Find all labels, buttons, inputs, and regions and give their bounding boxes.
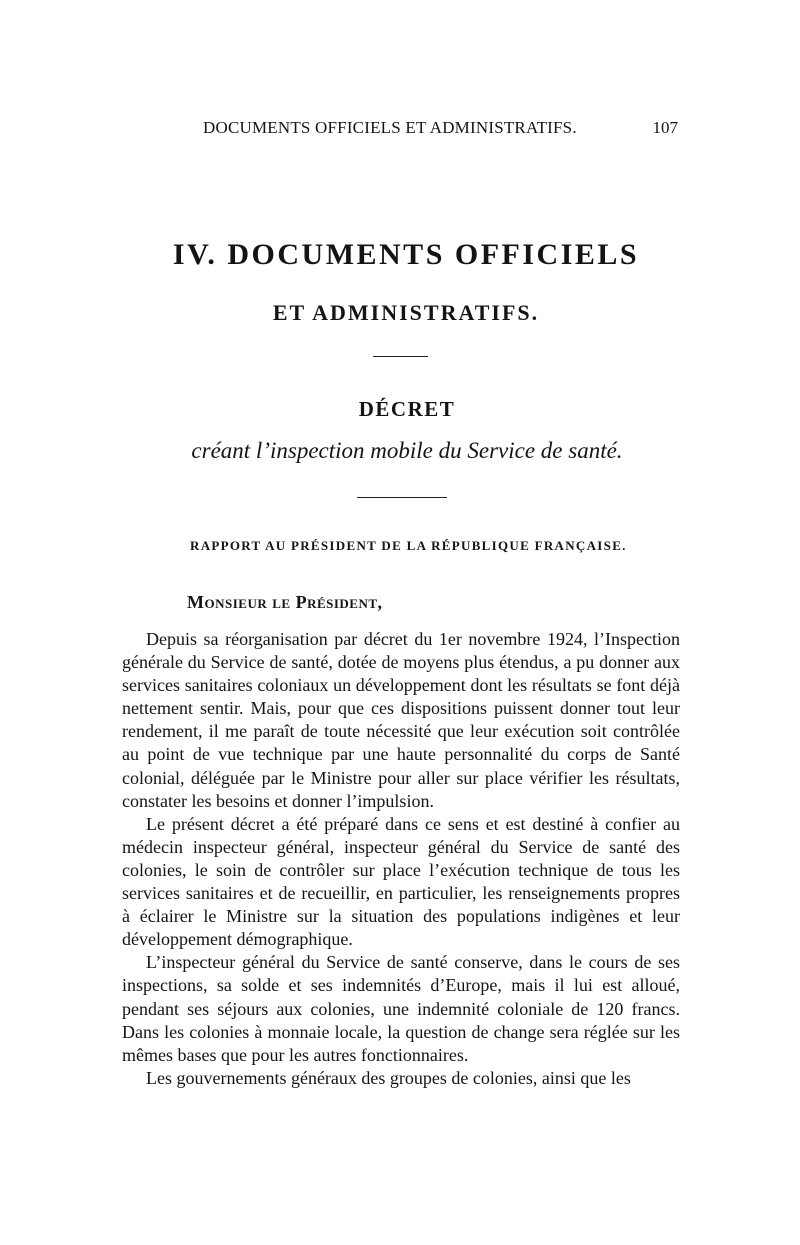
paragraph: Le présent décret a été préparé dans ce sens et est destiné à confier au médecin inspecteur général, inspecteur général du Service de santé des colonies, le soin de contrôler sur place l’exécution technique de tous les services sanitaires et de recueillir, en particulier, les renseignements propres à éclairer le Ministre sur la situation des populations indigènes et leur développement démographique. [122, 813, 680, 950]
paragraph: Les gouvernements généraux des groupes de colonies, ainsi que les [146, 1067, 631, 1088]
body-text [122, 628, 680, 1090]
divider-rule [373, 356, 428, 357]
paragraph: L’inspecteur général du Service de santé conserve, dans le cours de ses inspections, sa solde et ses indemnités d’Europe, mais il lui est alloué, pendant ses séjours aux colonies, une indemnité coloniale de 120 francs. Dans les colonies à monnaie locale, la question de change sera réglée sur les mêmes bases que pour les autres fonctionnaires. [122, 952, 680, 1065]
decree-title: DÉCRET [358, 397, 456, 421]
decree-subtitle: créant l’inspection mobile du Service de santé. [191, 438, 623, 463]
paragraph: Depuis sa réorganisation par décret du 1er novembre 1924, l’Inspection générale du Service de santé, dotée de moyens plus étendus, a pu donner aux services sanitaires coloniaux un développement dont les résultats se font déjà nettement sentir. Mais, pour que ces dispositions puissent donner tout leur rendement, il me paraît de toute nécessité que leur exécution soit contrôlée au point de vue technique par une haute personnalité du corps de Santé colonial, déléguée par le Ministre pour aller sur place vérifier les résultats, constater les besoins et donner l’impulsion. [122, 629, 680, 811]
report-heading: RAPPORT AU PRÉSIDENT DE LA RÉPUBLIQUE FRANÇAISE. [190, 538, 627, 553]
page-number: 107 [652, 118, 678, 137]
section-title-continued: ET ADMINISTRATIFS. [272, 300, 540, 325]
running-header-title: DOCUMENTS OFFICIELS ET ADMINISTRATIFS. [203, 118, 577, 137]
running-header [203, 118, 678, 140]
salutation: Monsieur le Président, [187, 592, 383, 612]
section-title: IV. DOCUMENTS OFFICIELS [172, 238, 640, 271]
divider-rule [357, 497, 447, 498]
